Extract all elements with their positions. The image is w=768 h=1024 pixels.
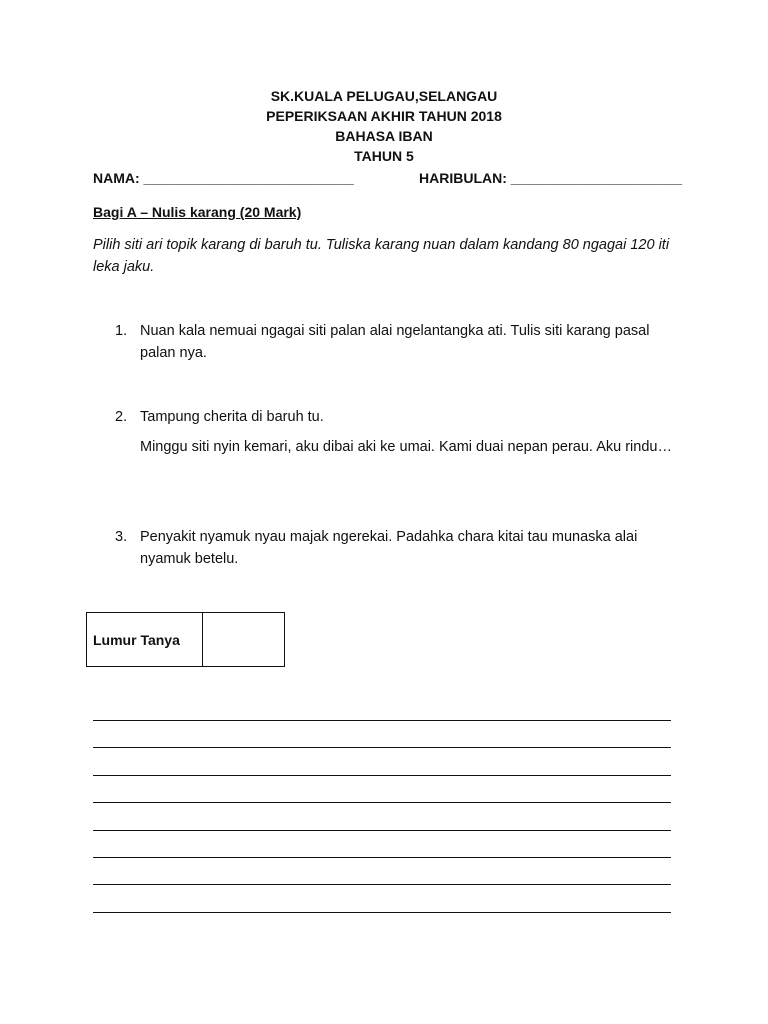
section-instruction: Pilih siti ari topik karang di baruh tu. Tuliska karang nuan dalam kandang 80 ngagai 120 iti leka jaku. [93,237,670,275]
answer-line[interactable] [93,857,671,858]
answer-line[interactable] [93,720,671,721]
name-field[interactable]: NAMA: ___________________________ [93,170,354,186]
question-number: 2. [115,409,128,425]
subject-title: BAHASA IBAN [335,128,433,144]
question-number: 3. [115,529,128,545]
answer-line[interactable] [93,775,671,776]
answer-line[interactable] [93,802,671,803]
question-story-prompt: Minggu siti nyin kemari, aku dibai aki ke umai. Kami duai nepan perau. Aku rindu… [140,439,672,455]
answer-line[interactable] [93,912,671,913]
question-3 [115,526,675,570]
question-text: Nuan kala nemuai ngagai siti palan alai ngelantangka ati. Tulis siti karang pasal palan nya. [140,323,650,361]
section-title: Bagi A – Nulis karang (20 Mark) [93,204,302,220]
question-2 [115,406,675,458]
score-box [86,612,285,667]
exam-header [0,86,768,166]
school-name: SK.KUALA PELUGAU,SELANGAU [270,88,498,104]
score-value-cell[interactable] [203,613,284,666]
question-1 [115,320,675,364]
year-title: TAHUN 5 [354,148,414,164]
score-label: Lumur Tanya [87,613,203,666]
date-field[interactable]: HARIBULAN: ______________________ [419,170,683,186]
answer-line[interactable] [93,884,671,885]
exam-title: PEPERIKSAAN AKHIR TAHUN 2018 [266,108,502,124]
question-text: Penyakit nyamuk nyau majak ngerekai. Padahka chara kitai tau munaska alai nyamuk betelu. [140,529,638,567]
answer-line[interactable] [93,747,671,748]
student-info-row [93,170,683,192]
question-text: Tampung cherita di baruh tu. [140,409,324,425]
answer-line[interactable] [93,830,671,831]
writing-area[interactable] [93,720,671,939]
question-number: 1. [115,323,128,339]
